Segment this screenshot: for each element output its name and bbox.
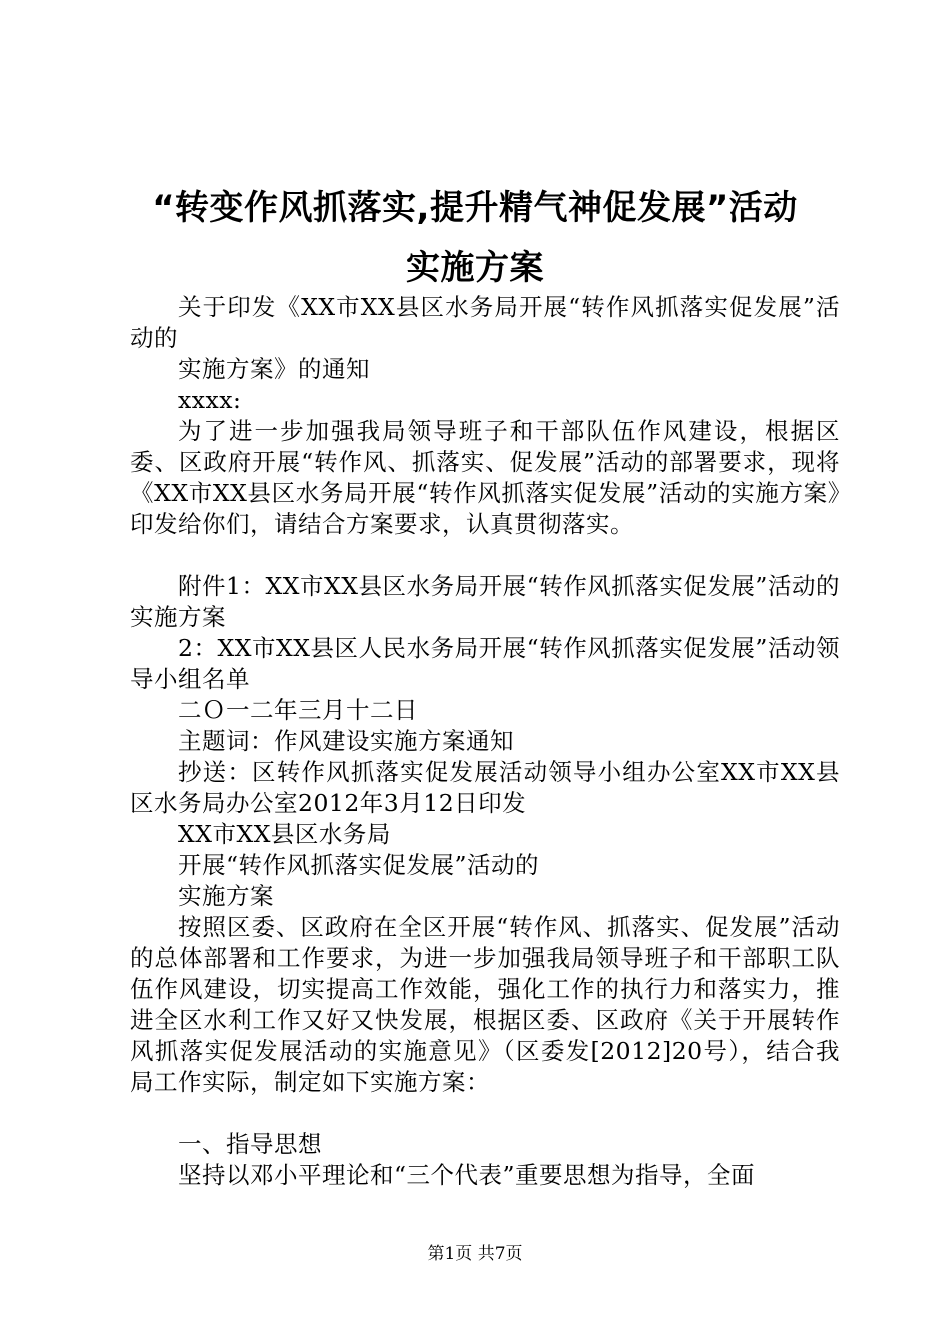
document-title-line-2: 实施方案	[406, 248, 544, 288]
plan-title: 开展“转作风抓落实促发展”活动的	[178, 851, 540, 879]
spacer	[130, 1098, 840, 1129]
document-title-line-1: “转变作风抓落实,提升精气神促发展”活动	[152, 188, 798, 228]
page-number: 第1页 共7页	[427, 1244, 523, 1264]
notice-heading-cont: 实施方案》的通知	[178, 355, 370, 383]
salutation: xxxx:	[178, 386, 242, 414]
notice-date: 二Ｏ一二年三月十二日	[178, 696, 418, 724]
section-1-body: 坚持以邓小平理论和“三个代表”重要思想为指导，全面	[178, 1161, 756, 1189]
plan-title-cont: 实施方案	[178, 882, 274, 910]
section-heading-1: 一、指导思想	[178, 1130, 322, 1158]
cc-line: 抄送：区转作风抓落实促发展活动领导小组办公室XX市XX县区水务局办公室2012年3月12日印发	[130, 758, 840, 817]
plan-intro: 按照区委、区政府在全区开展“转作风、抓落实、促发展”活动的总体部署和工作要求，为进一步加强我局领导班子和干部职工队伍作风建设，切实提高工作效能，强化工作的执行力和落实力，推进全区水利工作又好又快发展，根据区委、区政府《关于开展转作风抓落实促发展活动的实施意见》（区委发[2012]20号），结合我局工作实际，制定如下实施方案：	[130, 913, 840, 1096]
document-body	[130, 292, 840, 1191]
notice-heading: 关于印发《XX市XX县区水务局开展“转作风抓落实促发展”活动的	[130, 293, 840, 352]
spacer	[130, 540, 840, 571]
subject-keywords: 主题词：作风建设实施方案通知	[178, 727, 514, 755]
notice-body: 为了进一步加强我局领导班子和干部队伍作风建设，根据区委、区政府开展“转作风、抓落实、促发展”活动的部署要求，现将《XX市XX县区水务局开展“转作风抓落实促发展”活动的实施方案》印发给你们，请结合方案要求，认真贯彻落实。	[130, 417, 840, 538]
attachment-2: 2：XX市XX县区人民水务局开展“转作风抓落实促发展”活动领导小组名单	[130, 634, 840, 693]
plan-org: XX市XX县区水务局	[178, 820, 391, 848]
attachment-1: 附件1：XX市XX县区水务局开展“转作风抓落实促发展”活动的实施方案	[130, 572, 840, 631]
